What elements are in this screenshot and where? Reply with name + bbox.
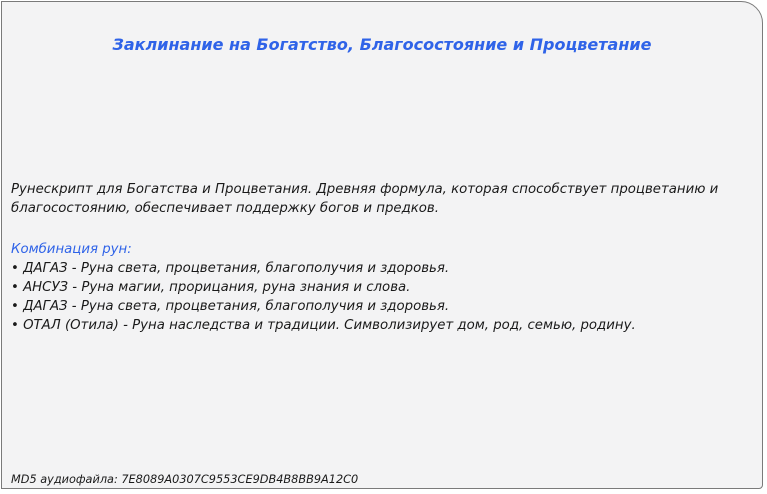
rune-combination-heading: Комбинация рун: — [11, 242, 132, 257]
rune-list — [11, 259, 759, 335]
rune-combination — [11, 240, 759, 335]
rune-list-item: • ОТАЛ (Отила) - Руна наследства и традиции. Символизирует дом, род, семью, родину. — [11, 318, 636, 333]
rune-list-item: • АНСУЗ - Руна магии, прорицания, руна знания и слова. — [11, 280, 411, 295]
md5-checksum: MD5 аудиофайла: 7E8089A0307C9553CE9DB4B8BB9A12C0 — [11, 473, 359, 486]
spell-title: Заклинание на Богатство, Благосостояние и Процветание — [112, 35, 652, 54]
rune-list-item: • ДАГАЗ - Руна света, процветания, благополучия и здоровья. — [11, 261, 450, 276]
spell-card — [1, 1, 763, 489]
spell-description: Рунескрипт для Богатства и Процветания. Древняя формула, которая способствует процветанию и благосостоянию, обеспечивает поддержку богов и предков. — [11, 182, 719, 216]
rune-list-item: • ДАГАЗ - Руна света, процветания, благополучия и здоровья. — [11, 299, 450, 314]
